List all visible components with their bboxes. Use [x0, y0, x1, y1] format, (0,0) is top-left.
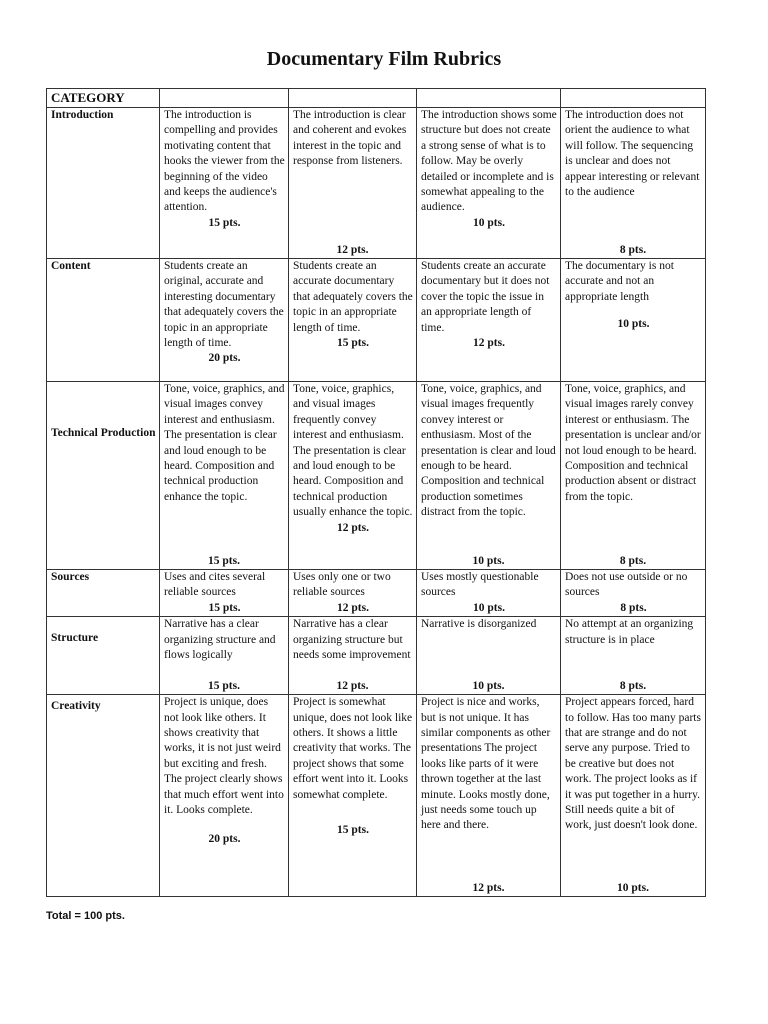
cell-description: Project is unique, does not look like others. It shows creativity that works, it is not just weird but exciting and fresh. The project clearly shows that much effort went into it. Looks complete.: [164, 696, 284, 817]
rubric-cell: [417, 382, 561, 570]
cell-points: 15 pts.: [208, 601, 241, 614]
rubric-cell: [289, 617, 417, 695]
rubric-cell: [160, 570, 289, 617]
blank-header-cell: [160, 89, 289, 108]
blank-header-cell: [561, 89, 706, 108]
rubric-table: [46, 88, 706, 897]
document-title: Documentary Film Rubrics: [266, 48, 502, 70]
cell-points: 15 pts.: [337, 824, 369, 837]
table-row: [47, 570, 706, 617]
table-row: [47, 259, 706, 382]
cell-points: 10 pts.: [473, 601, 505, 614]
blank-header-cell: [417, 89, 561, 108]
blank-header-cell: [289, 89, 417, 108]
category-label: Creativity: [47, 695, 160, 897]
cell-points: 10 pts.: [473, 216, 505, 229]
table-row: [47, 695, 706, 897]
cell-points: 12 pts.: [337, 521, 369, 534]
category-label: Introduction: [47, 108, 160, 259]
cell-description: Tone, voice, graphics, and visual images rarely convey interest or enthusiasm. The presentation is unclear and/or not loud enough to be heard. Composition and technical production absent or distract from the topic.: [565, 383, 701, 503]
cell-description: Project is nice and works, but is not unique. It has similar components as other presentations The project looks like parts of it were thrown together at the last minute. Looks mostly done, just needs some touch up here and there.: [421, 696, 551, 832]
cell-points: 10 pts.: [472, 554, 505, 567]
cell-description: Uses mostly questionable sources: [421, 571, 539, 599]
rubric-cell: [289, 382, 417, 570]
cell-description: Project appears forced, hard to follow. Has too many parts that are strange and do not serve any purpose. Tried to be creative but does not work. The project looks as if it was put together in a hurry. Still needs quite a bit of work, just doesn't look done.: [565, 696, 701, 832]
cell-description: No attempt at an organizing structure is in place: [565, 618, 694, 646]
cell-description: Tone, voice, graphics, and visual images frequently convey interest or enthusiasm. Most of the presentation is clear and loud enough to be heard. Composition and technical production sometimes distract from the topic.: [421, 383, 556, 519]
rubric-cell: [160, 695, 289, 897]
cell-description: Narrative has a clear organizing structure but needs some improvement: [293, 618, 411, 662]
cell-points: 15 pts.: [337, 337, 369, 350]
cell-description: Students create an accurate documentary that adequately covers the topic in an appropriate length of time.: [293, 260, 413, 334]
cell-points: 8 pts.: [619, 679, 647, 692]
cell-points: 12 pts.: [473, 337, 505, 350]
rubric-cell: [561, 570, 706, 617]
cell-description: The documentary is not accurate and not an appropriate length: [565, 260, 674, 303]
rubric-cell: [561, 617, 706, 695]
cell-description: Project is somewhat unique, does not look like others. It shows a little creativity that works. The project shows that some effort went into it. Looks somewhat complete.: [293, 696, 413, 801]
cell-points: 8 pts.: [620, 601, 647, 614]
cell-description: Tone, voice, graphics, and visual images frequently convey interest and enthusiasm. The presentation is clear and loud enough to be heard. Composition and technical production usually enhance the topic.: [293, 383, 413, 519]
header-row: [47, 89, 706, 108]
category-label: Structure: [47, 617, 160, 695]
cell-points: 20 pts.: [208, 833, 241, 846]
cell-points: 10 pts.: [617, 318, 650, 331]
rubric-cell: [417, 259, 561, 382]
cell-points: 20 pts.: [208, 352, 241, 365]
cell-description: Students create an accurate documentary but it does not cover the topic the issue in an appropriate length of time.: [421, 260, 550, 334]
cell-description: The introduction does not orient the audience to what will follow. The sequencing is unclear and does not appear interesting or relevant to the audience: [565, 109, 700, 199]
total-points: Total = 100 pts.: [46, 910, 125, 922]
table-row: [47, 617, 706, 695]
cell-description: The introduction is clear and coherent and evokes interest in the topic and response from listeners.: [293, 109, 407, 168]
rubric-cell: [160, 382, 289, 570]
rubric-cell: [561, 382, 706, 570]
cell-points: 10 pts.: [472, 679, 505, 692]
rubric-cell: [561, 108, 706, 259]
cell-description: Uses only one or two reliable sources: [293, 571, 391, 599]
rubric-cell: [160, 108, 289, 259]
cell-points: 8 pts.: [619, 243, 647, 256]
rubric-cell: [289, 570, 417, 617]
cell-description: The introduction is compelling and provides motivating content that hooks the viewer from the beginning of the video and keeps the audience's attention.: [164, 109, 285, 214]
rubric-cell: [561, 695, 706, 897]
cell-points: 8 pts.: [619, 554, 647, 567]
cell-points: 15 pts.: [208, 554, 240, 567]
cell-points: 12 pts.: [336, 243, 369, 256]
rubric-cell: [289, 695, 417, 897]
cell-points: 12 pts.: [336, 679, 369, 692]
cell-description: Students create an original, accurate and interesting documentary that adequately covers the topic in an appropriate length of time.: [164, 260, 284, 350]
cell-points: 15 pts.: [208, 679, 240, 692]
rubric-cell: [160, 259, 289, 382]
rubric-cell: [417, 617, 561, 695]
rubric-cell: [160, 617, 289, 695]
cell-points: 12 pts.: [472, 881, 505, 894]
cell-description: The introduction shows some structure but does not create a strong sense of what is to follow. May be overly detailed or incomplete and is somewhat appealing to the audience.: [421, 109, 557, 214]
cell-description: Narrative is disorganized: [421, 618, 537, 631]
category-label: Content: [47, 259, 160, 382]
cell-description: Does not use outside or no sources: [565, 571, 688, 599]
table-row: [47, 108, 706, 259]
rubric-cell: [417, 108, 561, 259]
category-label: Technical Production: [47, 382, 160, 570]
rubric-cell: [417, 570, 561, 617]
rubric-cell: [289, 108, 417, 259]
cell-description: Uses and cites several reliable sources: [164, 571, 266, 599]
cell-description: Narrative has a clear organizing structure and flows logically: [164, 618, 276, 662]
category-label: Sources: [47, 570, 160, 617]
cell-points: 15 pts.: [208, 216, 241, 229]
category-header: CATEGORY: [47, 89, 160, 108]
rubric-cell: [289, 259, 417, 382]
cell-points: 12 pts.: [337, 601, 369, 614]
cell-points: 10 pts.: [617, 881, 649, 894]
rubric-cell: [417, 695, 561, 897]
cell-description: Tone, voice, graphics, and visual images convey interest and enthusiasm. The presentation is clear and loud enough to be heard. Composition and technical production enhance the topic.: [164, 383, 285, 503]
rubric-cell: [561, 259, 706, 382]
table-row: [47, 382, 706, 570]
